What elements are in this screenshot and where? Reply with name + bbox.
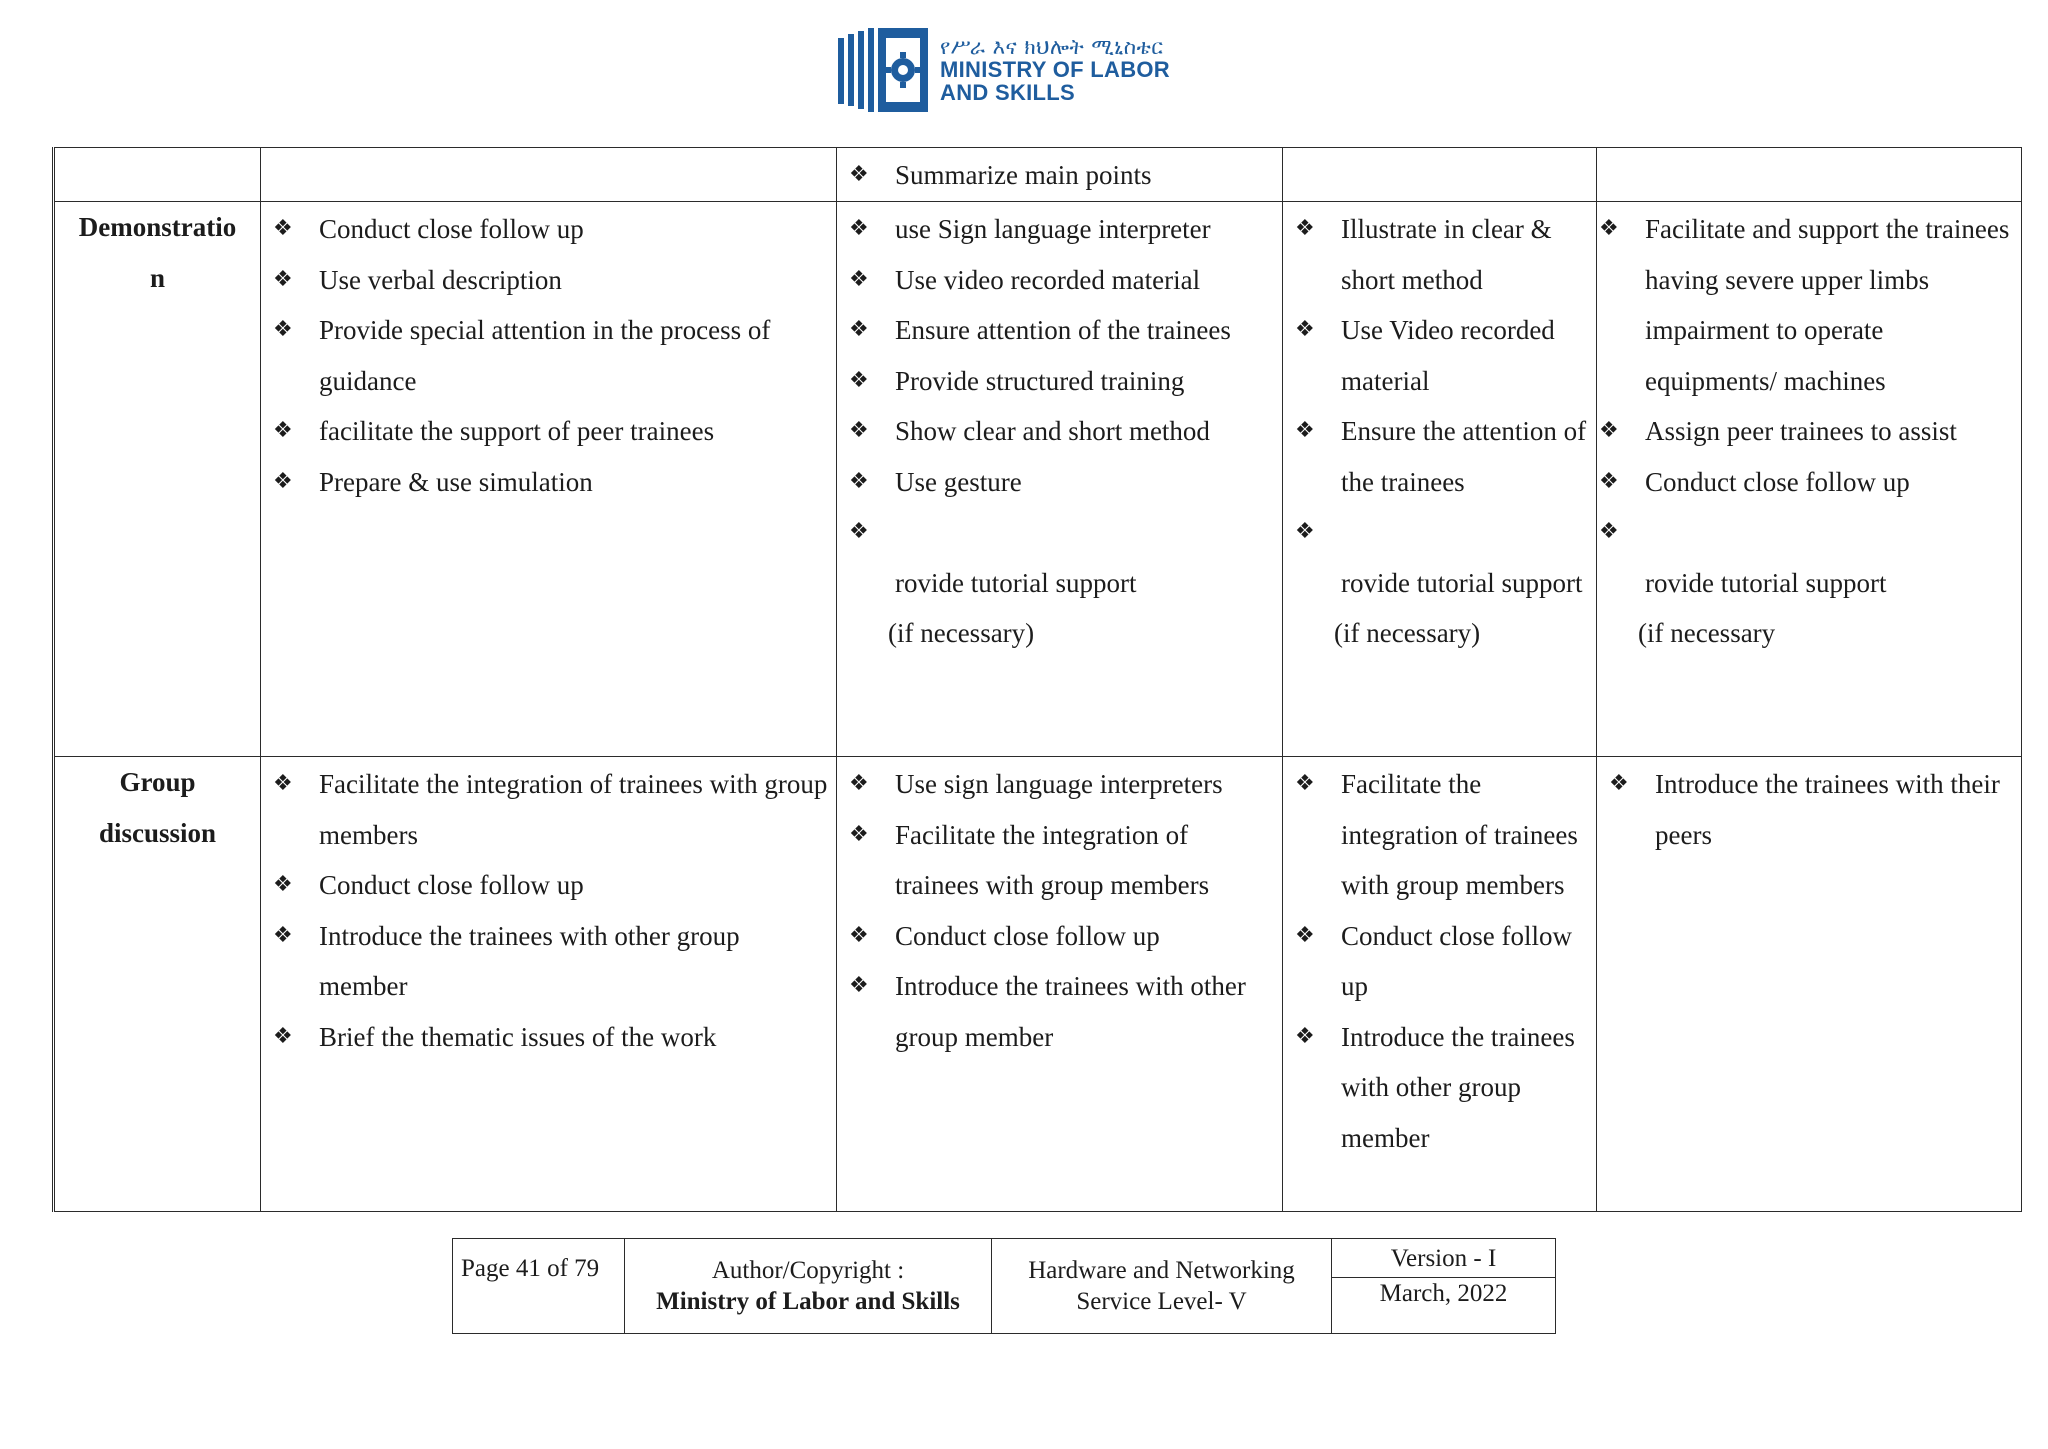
list-item bbox=[1599, 204, 2017, 406]
group-col-2 bbox=[261, 757, 837, 1212]
bullet-icon: ❖ bbox=[1599, 418, 1619, 443]
bullet-icon: ❖ bbox=[273, 468, 293, 494]
list-item bbox=[273, 305, 832, 406]
teaching-methods-table bbox=[52, 147, 2022, 1212]
list-item bbox=[849, 406, 1278, 457]
bullet-icon: ❖ bbox=[1599, 216, 1619, 241]
bullet-icon: ❖ bbox=[849, 162, 869, 187]
list-item-text: Introduce the trainees with other group member bbox=[895, 971, 1246, 1052]
bullet-icon: ❖ bbox=[849, 216, 869, 241]
group-col-4 bbox=[1283, 757, 1597, 1212]
list-item bbox=[849, 759, 1278, 810]
list-item bbox=[273, 860, 832, 911]
list-item-text: Assign peer trainees to assist bbox=[1645, 416, 1957, 446]
bullet-icon: ❖ bbox=[273, 216, 293, 241]
bullet-icon: ❖ bbox=[1599, 519, 1619, 544]
page-number: Page 41 of 79 bbox=[453, 1239, 625, 1334]
page-footer bbox=[452, 1238, 1556, 1334]
list-item-tutorial bbox=[1599, 507, 2017, 659]
bullet-icon: ❖ bbox=[849, 922, 869, 948]
list-item-text: Introduce the trainees with their peers bbox=[1655, 769, 2000, 850]
list-item-text: Brief the thematic issues of the work bbox=[319, 1021, 717, 1052]
tutorial-note: (if necessary) bbox=[888, 618, 1035, 648]
bullet-icon: ❖ bbox=[1295, 317, 1315, 342]
bullet-icon: ❖ bbox=[849, 771, 869, 796]
demonstration-col-4 bbox=[1283, 202, 1597, 757]
demonstration-col-3 bbox=[837, 202, 1283, 757]
cell-empty bbox=[1283, 148, 1597, 202]
bullet-icon: ❖ bbox=[849, 973, 869, 998]
list-item bbox=[273, 255, 832, 306]
tutorial-text: rovide tutorial support bbox=[1645, 567, 1887, 598]
date-cell: March, 2022 bbox=[1332, 1278, 1556, 1334]
table-row-group-discussion bbox=[54, 757, 2022, 1212]
table-row-continuation bbox=[54, 148, 2022, 202]
bullet-icon: ❖ bbox=[849, 367, 869, 393]
bullet-icon: ❖ bbox=[273, 317, 293, 342]
method-label-part: Demonstratio bbox=[78, 212, 237, 242]
author-cell bbox=[625, 1239, 992, 1334]
bullet-icon: ❖ bbox=[1295, 771, 1315, 796]
bullet-icon: ❖ bbox=[1295, 418, 1315, 443]
list-item bbox=[849, 810, 1278, 911]
group-col-5 bbox=[1597, 757, 2022, 1212]
bullet-icon: ❖ bbox=[849, 468, 869, 494]
bullet-icon: ❖ bbox=[1295, 922, 1315, 948]
bullet-icon: ❖ bbox=[273, 922, 293, 948]
list-item bbox=[849, 305, 1278, 356]
list-item-text: Summarize main points bbox=[895, 160, 1152, 190]
bullet-icon: ❖ bbox=[1295, 216, 1315, 241]
list-item-text: Ensure attention of the trainees bbox=[895, 315, 1231, 345]
list-item bbox=[273, 759, 832, 860]
list-item bbox=[1295, 911, 1592, 1012]
list-item bbox=[849, 911, 1278, 962]
tutorial-text: rovide tutorial support bbox=[895, 567, 1137, 598]
logo-text bbox=[940, 36, 1170, 104]
list-item-text: Facilitate the integration of trainees with group members bbox=[895, 819, 1210, 900]
list-item-text: use Sign language interpreter bbox=[895, 214, 1211, 244]
bullet-icon: ❖ bbox=[1609, 771, 1629, 796]
list-item bbox=[849, 356, 1278, 407]
list-item-text: Provide special attention in the process of guidance bbox=[319, 315, 771, 396]
cell-empty bbox=[261, 148, 837, 202]
list-item-text: Ensure the attention of the trainees bbox=[1341, 416, 1587, 497]
list-item bbox=[273, 911, 832, 1012]
list-item-text: Introduce the trainees with other group member bbox=[319, 920, 740, 1001]
method-label-demonstration bbox=[54, 202, 261, 757]
logo-amharic: የሥራ እና ክህሎት ሚኒስቴር bbox=[940, 34, 1164, 59]
list-item bbox=[849, 961, 1278, 1062]
list-item-text: Prepare & use simulation bbox=[319, 466, 593, 497]
method-label-part: n bbox=[149, 262, 166, 293]
list-item bbox=[849, 457, 1278, 508]
method-label-part: discussion bbox=[98, 817, 217, 848]
bullet-icon: ❖ bbox=[849, 266, 869, 292]
list-item bbox=[1609, 759, 2017, 860]
bullet-icon: ❖ bbox=[273, 266, 293, 292]
table-row-demonstration bbox=[54, 202, 2022, 757]
method-label-group-discussion bbox=[54, 757, 261, 1212]
list-item-text: facilitate the support of peer trainees bbox=[319, 416, 715, 446]
list-item bbox=[1295, 1012, 1592, 1164]
list-item bbox=[1295, 406, 1592, 507]
bullet-icon: ❖ bbox=[849, 821, 869, 847]
bullet-icon: ❖ bbox=[273, 872, 293, 897]
cell-summary bbox=[837, 148, 1283, 202]
version-cell: Version - I bbox=[1332, 1239, 1556, 1278]
list-item-text: Use Video recorded material bbox=[1341, 315, 1555, 396]
list-item-text: Conduct close follow up bbox=[1341, 920, 1572, 1001]
list-item-text: Conduct close follow up bbox=[319, 214, 584, 244]
list-item-text: Conduct close follow up bbox=[895, 920, 1160, 951]
tutorial-text: rovide tutorial support bbox=[1341, 567, 1583, 598]
list-item bbox=[1295, 305, 1592, 406]
list-item bbox=[1295, 759, 1592, 911]
bullet-icon: ❖ bbox=[1599, 468, 1619, 494]
bullet-icon: ❖ bbox=[849, 317, 869, 342]
list-item-text: Show clear and short method bbox=[895, 416, 1210, 446]
method-cell-empty bbox=[54, 148, 261, 202]
bullet-icon: ❖ bbox=[849, 519, 869, 544]
author-name: Ministry of Labor and Skills bbox=[656, 1288, 960, 1315]
logo-line-1: MINISTRY OF LABOR bbox=[940, 56, 1170, 82]
course-line-1: Hardware and Networking bbox=[1028, 1257, 1295, 1284]
tutorial-note: (if necessary bbox=[1638, 618, 1776, 648]
bullet-icon: ❖ bbox=[849, 418, 869, 443]
list-item-text: Conduct close follow up bbox=[319, 870, 584, 900]
bullet-icon: ❖ bbox=[1295, 1023, 1315, 1049]
list-item-text: Illustrate in clear & short method bbox=[1341, 214, 1552, 295]
list-item bbox=[273, 457, 832, 508]
author-label: Author/Copyright : bbox=[711, 1257, 905, 1284]
cell-empty bbox=[1597, 148, 2022, 202]
course-cell bbox=[992, 1239, 1332, 1334]
list-item bbox=[849, 150, 1278, 201]
list-item-text: Facilitate the integration of trainees with group members bbox=[1341, 769, 1578, 900]
list-item-text: Use sign language interpreters bbox=[895, 769, 1223, 799]
list-item-text: Provide structured training bbox=[895, 365, 1185, 396]
course-line-2: Service Level- V bbox=[1076, 1288, 1247, 1315]
list-item-text: Use video recorded material bbox=[895, 264, 1201, 295]
tutorial-note: (if necessary) bbox=[1334, 618, 1481, 648]
bullet-icon: ❖ bbox=[273, 1023, 293, 1049]
bullet-icon: ❖ bbox=[1295, 519, 1315, 544]
demonstration-col-5 bbox=[1597, 202, 2022, 757]
list-item bbox=[273, 406, 832, 457]
list-item bbox=[1599, 457, 2017, 508]
list-item-text: Facilitate the integration of trainees with group members bbox=[319, 769, 828, 850]
ministry-emblem-icon bbox=[838, 28, 930, 112]
list-item bbox=[273, 1012, 832, 1063]
ministry-logo bbox=[838, 28, 1170, 112]
list-item bbox=[849, 204, 1278, 255]
list-item-text: Facilitate and support the trainees having severe upper limbs impairment to operate equipments/ machines bbox=[1645, 214, 2010, 396]
bullet-icon: ❖ bbox=[273, 771, 293, 796]
list-item-text: Introduce the trainees with other group member bbox=[1341, 1021, 1575, 1153]
list-item-tutorial bbox=[849, 507, 1278, 659]
group-col-3 bbox=[837, 757, 1283, 1212]
list-item-text: Use verbal description bbox=[319, 264, 562, 295]
list-item bbox=[1295, 204, 1592, 305]
list-item bbox=[1599, 406, 2017, 457]
demonstration-col-2 bbox=[261, 202, 837, 757]
list-item-text: Use gesture bbox=[895, 466, 1022, 497]
list-item bbox=[273, 204, 832, 255]
bullet-icon: ❖ bbox=[273, 418, 293, 443]
list-item bbox=[849, 255, 1278, 306]
logo-line-2: AND SKILLS bbox=[940, 80, 1075, 106]
method-label-part: Group bbox=[119, 767, 196, 797]
list-item-text: Conduct close follow up bbox=[1645, 466, 1910, 497]
list-item-tutorial bbox=[1295, 507, 1592, 659]
